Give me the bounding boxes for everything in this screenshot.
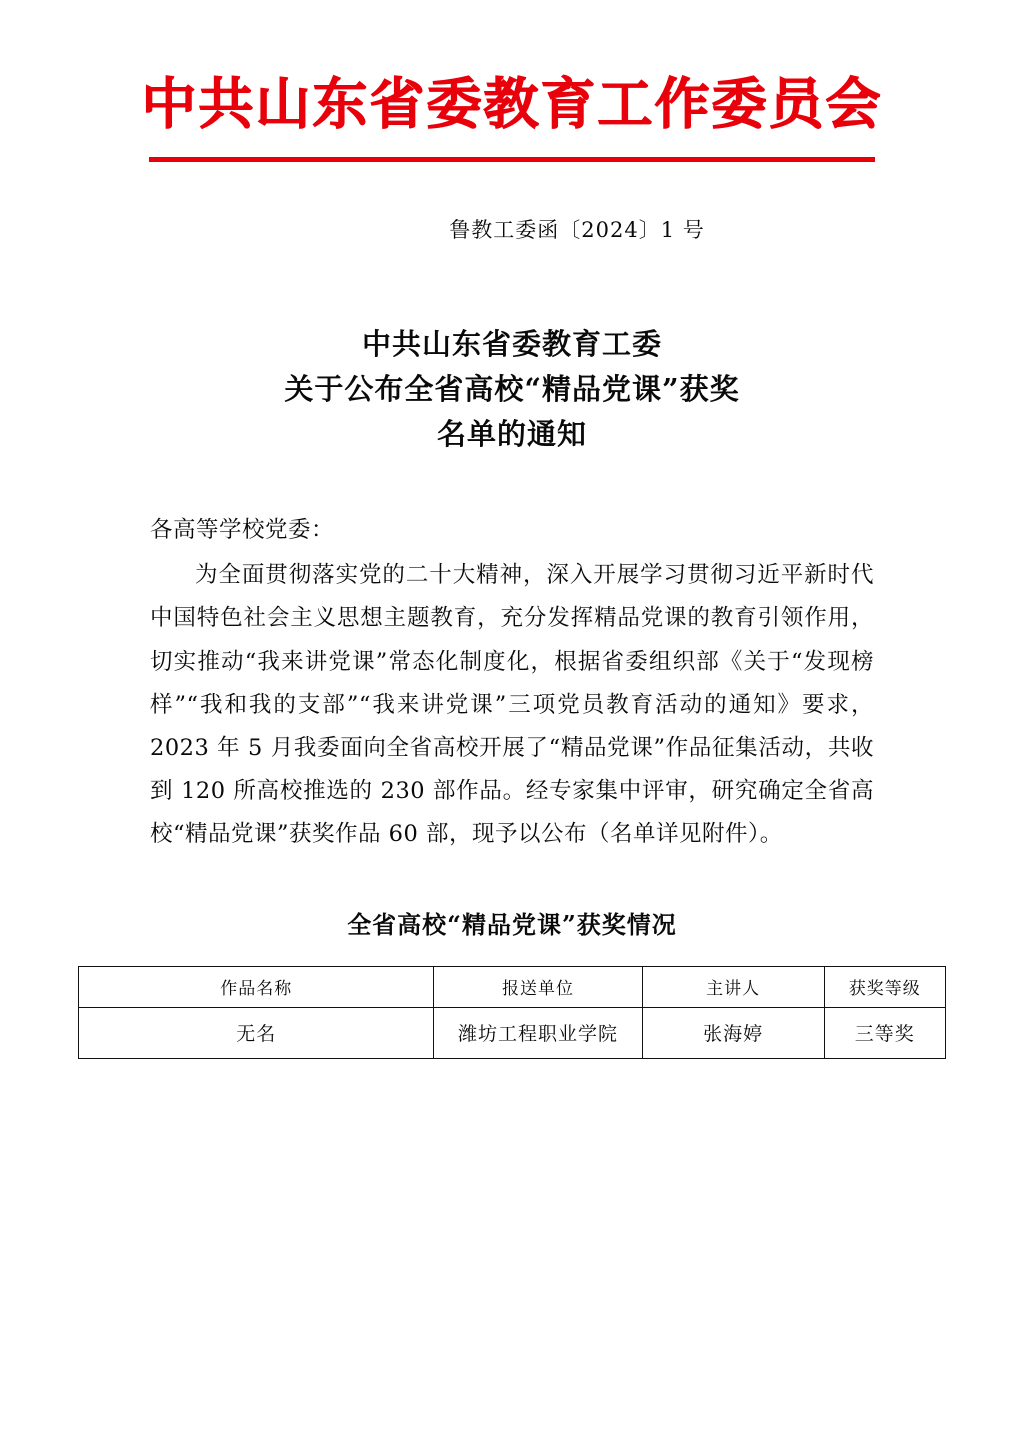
cell-host: 张海婷 (642, 1007, 824, 1058)
table-row (79, 1007, 946, 1058)
column-header-unit: 报送单位 (434, 966, 642, 1007)
document-body (150, 509, 874, 857)
column-header-work: 作品名称 (79, 966, 434, 1007)
column-header-level: 获奖等级 (824, 966, 945, 1007)
cell-level: 三等奖 (824, 1007, 945, 1058)
title-line-3: 名单的通知 (436, 417, 587, 452)
table-heading: 全省高校“精品党课”获奖情况 (347, 909, 677, 939)
title-line-2: 关于公布全省高校“精品党课”获奖 (284, 372, 740, 407)
cell-work: 无名 (79, 1007, 434, 1058)
document-page (0, 72, 1024, 1437)
award-table-wrapper (78, 966, 946, 1059)
document-number: 鲁教工委函〔2024〕1 号 (449, 218, 705, 243)
title-line-1: 中共山东省委教育工委 (361, 327, 662, 362)
table-header-row (79, 966, 946, 1007)
masthead (0, 72, 1024, 162)
document-title (0, 322, 1024, 457)
masthead-divider (149, 157, 875, 162)
salutation: 各高等学校党委： (150, 517, 335, 544)
body-paragraph-1: 为全面贯彻落实党的二十大精神，深入开展学习贯彻习近平新时代中国特色社会主义思想主题教育，充分发挥精品党课的教育引领作用，切实推动“我来讲党课”常态化制度化，根据省委组织部《关于“发现榜样”“我和我的支部”“我来讲党课”三项党员教育活动的通知》要求，2023 年 5 月我委面向全省高校开展了“精品党课”作品征集活动，共收到 120 所高校推选的 230 部作品。经专家集中评审，研究确定全省高校“精品党课”获奖作品 60 部，现予以公布（名单详见附件）。 (150, 562, 874, 848)
issuing-authority-title: 中共山东省委教育工作委员会 (141, 71, 883, 136)
cell-unit: 潍坊工程职业学院 (434, 1007, 642, 1058)
column-header-host: 主讲人 (642, 966, 824, 1007)
award-table (78, 966, 946, 1059)
